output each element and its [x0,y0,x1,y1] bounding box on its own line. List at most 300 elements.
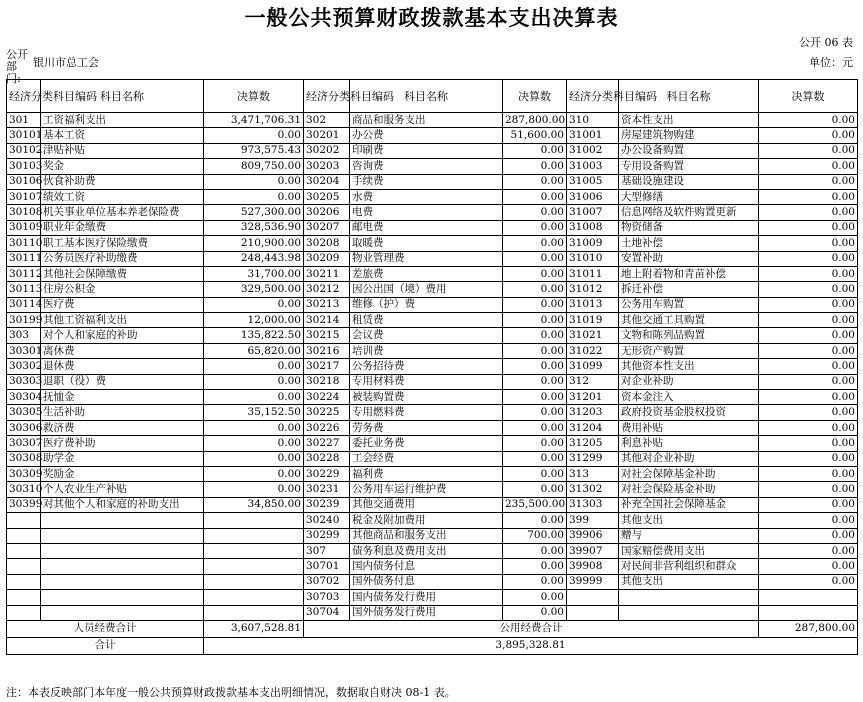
cell-amount: 210,900.00 [204,236,304,251]
cell-code: 303 [7,328,41,343]
cell-code: 30203 [304,159,350,174]
cell-amount: 0.00 [204,297,304,312]
cell-code: 31204 [567,420,619,435]
cell-name: 津贴补贴 [41,143,204,158]
cell-name: 对社会保险基金补助 [619,482,759,497]
cell-name: 住房公积金 [41,282,204,297]
cell-name: 土地补偿 [619,236,759,251]
cell-code: 30103 [7,159,41,174]
cell-code: 31299 [567,451,619,466]
header-amount: 决算数 [503,80,567,113]
cell-amount [759,605,858,620]
cell-name: 资本金注入 [619,390,759,405]
cell-amount [204,513,304,528]
cell-amount: 0.00 [503,574,567,589]
cell-amount [204,605,304,620]
cell-name: 对个人和家庭的补助 [41,328,204,343]
cell-name: 邮电费 [350,220,503,235]
cell-code [7,543,41,558]
cell-code: 31021 [567,328,619,343]
cell-amount: 329,500.00 [204,282,304,297]
cell-amount: 0.00 [503,605,567,620]
cell-amount: 0.00 [759,543,858,558]
cell-amount: 0.00 [759,159,858,174]
table-row [7,574,858,589]
cell-amount: 34,850.00 [204,497,304,512]
table-row [7,590,858,605]
table-row [7,189,858,204]
cell-code: 30214 [304,313,350,328]
cell-code: 30225 [304,405,350,420]
cell-amount: 0.00 [503,513,567,528]
personnel-total-label: 人员经费合计 [7,620,204,637]
cell-amount: 248,443.98 [204,251,304,266]
table-row [7,343,858,358]
cell-code: 30228 [304,451,350,466]
cell-name: 奖励金 [41,466,204,481]
cell-amount: 0.00 [759,574,858,589]
cell-amount: 0.00 [503,297,567,312]
cell-amount: 0.00 [759,143,858,158]
cell-name: 税金及附加费用 [350,513,503,528]
cell-amount: 0.00 [503,143,567,158]
cell-amount: 0.00 [204,420,304,435]
cell-amount: 0.00 [503,590,567,605]
cell-code: 30110 [7,236,41,251]
cell-code: 30213 [304,297,350,312]
cell-amount: 0.00 [503,174,567,189]
cell-name: 奖金 [41,159,204,174]
cell-name: 对社会保障基金补助 [619,466,759,481]
cell-amount: 0.00 [204,436,304,451]
cell-code [7,528,41,543]
cell-code [567,590,619,605]
cell-name: 差旅费 [350,266,503,281]
cell-amount: 0.00 [759,466,858,481]
cell-amount: 12,000.00 [204,313,304,328]
cell-code [7,590,41,605]
cell-code: 310 [567,113,619,128]
cell-code: 30215 [304,328,350,343]
cell-amount: 0.00 [759,313,858,328]
cell-code: 313 [567,466,619,481]
cell-code: 30112 [7,266,41,281]
cell-name [619,590,759,605]
form-reference: 公开 06 表 [799,36,853,49]
cell-name: 专用燃料费 [350,405,503,420]
cell-amount: 0.00 [503,559,567,574]
cell-amount: 0.00 [759,113,858,128]
cell-code: 30199 [7,313,41,328]
cell-name: 其他交通费用 [350,497,503,512]
cell-amount [204,528,304,543]
table-row [7,466,858,481]
cell-name: 办公费 [350,128,503,143]
cell-code: 31001 [567,128,619,143]
cell-code: 30102 [7,143,41,158]
cell-name: 对其他个人和家庭的补助支出 [41,497,204,512]
cell-code [7,559,41,574]
cell-name: 对民间非营利组织和群众 [619,559,759,574]
cell-code: 31006 [567,189,619,204]
cell-code: 30211 [304,266,350,281]
cell-name: 对企业补助 [619,374,759,389]
cell-amount: 51,600.00 [503,128,567,143]
public-total-label: 公用经费合计 [304,620,759,637]
cell-name: 职工基本医疗保险缴费 [41,236,204,251]
cell-code: 399 [567,513,619,528]
cell-code: 31302 [567,482,619,497]
cell-amount [204,574,304,589]
cell-name: 退休费 [41,359,204,374]
cell-name: 无形资产购置 [619,343,759,358]
header-name: 科目名称 [350,80,503,113]
cell-name: 工会经费 [350,451,503,466]
cell-name: 其他资本性支出 [619,359,759,374]
cell-name: 资本性支出 [619,113,759,128]
cell-name: 大型修缮 [619,189,759,204]
table-row [7,313,858,328]
cell-code: 30101 [7,128,41,143]
cell-amount: 0.00 [759,328,858,343]
cell-amount: 0.00 [503,189,567,204]
cell-code: 30302 [7,359,41,374]
cell-code: 30224 [304,390,350,405]
cell-code: 30310 [7,482,41,497]
cell-amount: 973,575.43 [204,143,304,158]
cell-amount: 328,536.90 [204,220,304,235]
cell-amount: 0.00 [759,359,858,374]
cell-name: 其他商品和服务支出 [350,528,503,543]
cell-amount: 0.00 [503,220,567,235]
cell-amount: 0.00 [503,543,567,558]
table-row [7,328,858,343]
cell-amount: 0.00 [503,436,567,451]
cell-code: 30701 [304,559,350,574]
cell-amount: 0.00 [759,266,858,281]
department-label: 公开部门: [6,48,28,85]
cell-name: 个人农业生产补贴 [41,482,204,497]
cell-name: 手续费 [350,174,503,189]
cell-code: 30231 [304,482,350,497]
cell-amount: 235,500.00 [503,497,567,512]
cell-amount: 0.00 [503,359,567,374]
cell-amount: 65,820.00 [204,343,304,358]
cell-code: 31303 [567,497,619,512]
cell-amount: 0.00 [759,451,858,466]
cell-name: 其他社会保障缴费 [41,266,204,281]
cell-amount: 0.00 [759,374,858,389]
cell-name: 咨询费 [350,159,503,174]
cell-amount: 31,700.00 [204,266,304,281]
cell-code: 30217 [304,359,350,374]
cell-amount: 0.00 [759,497,858,512]
cell-name: 租赁费 [350,313,503,328]
table-row [7,205,858,220]
cell-code: 30306 [7,420,41,435]
cell-name [41,574,204,589]
cell-name: 政府投资基金股权投资 [619,405,759,420]
cell-code: 31008 [567,220,619,235]
cell-code: 30308 [7,451,41,466]
cell-name: 国外债务发行费用 [350,605,503,620]
cell-amount: 0.00 [759,513,858,528]
cell-code: 30239 [304,497,350,512]
cell-name: 地上附着物和青苗补偿 [619,266,759,281]
cell-code: 31002 [567,143,619,158]
table-row [7,251,858,266]
cell-name: 专用材料费 [350,374,503,389]
table-row [7,482,858,497]
cell-code: 30106 [7,174,41,189]
cell-code: 312 [567,374,619,389]
cell-name: 助学金 [41,451,204,466]
cell-name [619,605,759,620]
cell-name: 商品和服务支出 [350,113,503,128]
cell-code: 31005 [567,174,619,189]
cell-amount: 0.00 [503,420,567,435]
cell-amount: 135,822.50 [204,328,304,343]
cell-name: 物资储备 [619,220,759,235]
cell-code: 30299 [304,528,350,543]
cell-name: 信息网络及软件购置更新 [619,205,759,220]
cell-name: 医疗费补助 [41,436,204,451]
cell-code: 30303 [7,374,41,389]
cell-code [7,605,41,620]
table-row [7,451,858,466]
cell-name: 补充全国社会保障基金 [619,497,759,512]
cell-code: 30202 [304,143,350,158]
cell-code: 30309 [7,466,41,481]
cell-amount: 0.00 [204,390,304,405]
cell-name: 其他对企业补助 [619,451,759,466]
cell-name: 机关事业单位基本养老保险费 [41,205,204,220]
cell-code: 30227 [304,436,350,451]
cell-name: 救济费 [41,420,204,435]
cell-name: 公务招待费 [350,359,503,374]
cell-code: 30240 [304,513,350,528]
personnel-total-value: 3,607,528.81 [204,620,304,637]
cell-amount: 0.00 [204,466,304,481]
cell-amount: 0.00 [503,466,567,481]
cell-name [41,513,204,528]
cell-code: 30206 [304,205,350,220]
table-row [7,266,858,281]
header-code: 经济分类科目编码 [567,80,619,113]
cell-amount: 0.00 [759,189,858,204]
table-row [7,159,858,174]
cell-code: 30307 [7,436,41,451]
cell-code: 39907 [567,543,619,558]
cell-code: 30301 [7,343,41,358]
cell-amount: 0.00 [503,405,567,420]
cell-code: 30113 [7,282,41,297]
cell-code: 30216 [304,343,350,358]
cell-amount: 700.00 [503,528,567,543]
cell-amount: 0.00 [204,189,304,204]
cell-name: 福利费 [350,466,503,481]
cell-amount [204,590,304,605]
cell-name [41,590,204,605]
cell-amount: 0.00 [503,236,567,251]
cell-amount: 0.00 [759,174,858,189]
cell-name: 其他支出 [619,513,759,528]
cell-code: 39999 [567,574,619,589]
cell-name: 电费 [350,205,503,220]
cell-code: 39908 [567,559,619,574]
cell-amount [204,543,304,558]
unit-label: 单位：元 [809,56,853,69]
cell-amount: 0.00 [759,282,858,297]
cell-amount: 0.00 [759,251,858,266]
cell-name: 文物和陈列品购置 [619,328,759,343]
cell-amount: 0.00 [503,451,567,466]
header-name: 科目名称 [619,80,759,113]
public-total-value: 287,800.00 [759,620,858,637]
cell-amount: 0.00 [503,482,567,497]
cell-name: 离休费 [41,343,204,358]
cell-code: 30704 [304,605,350,620]
cell-code: 30208 [304,236,350,251]
cell-code: 30702 [304,574,350,589]
cell-code: 31003 [567,159,619,174]
cell-name: 取暖费 [350,236,503,251]
cell-amount: 0.00 [503,313,567,328]
table-row [7,143,858,158]
page-title: 一般公共预算财政拨款基本支出决算表 [244,5,619,30]
cell-code: 31022 [567,343,619,358]
cell-amount: 0.00 [204,174,304,189]
cell-name: 会议费 [350,328,503,343]
cell-amount: 527,300.00 [204,205,304,220]
cell-name: 被装购置费 [350,390,503,405]
table-row [7,543,858,558]
cell-amount: 0.00 [204,128,304,143]
cell-name: 印刷费 [350,143,503,158]
cell-name: 利息补贴 [619,436,759,451]
cell-code: 30111 [7,251,41,266]
cell-amount: 287,800.00 [503,113,567,128]
cell-name: 基础设施建设 [619,174,759,189]
cell-code: 31205 [567,436,619,451]
cell-amount: 0.00 [759,343,858,358]
cell-name: 公务用车运行维护费 [350,482,503,497]
cell-code: 30399 [7,497,41,512]
cell-amount: 0.00 [204,374,304,389]
table-row [7,359,858,374]
cell-code: 30229 [304,466,350,481]
cell-code: 31010 [567,251,619,266]
cell-code: 30108 [7,205,41,220]
cell-name [41,559,204,574]
cell-name: 安置补助 [619,251,759,266]
cell-amount: 0.00 [759,220,858,235]
cell-code: 30304 [7,390,41,405]
cell-code: 30218 [304,374,350,389]
cell-code: 31201 [567,390,619,405]
cell-name: 医疗费 [41,297,204,312]
cell-amount [759,590,858,605]
cell-name: 绩效工资 [41,189,204,204]
cell-amount: 0.00 [503,205,567,220]
table-row [7,390,858,405]
cell-amount [204,559,304,574]
cell-code: 31007 [567,205,619,220]
cell-code: 30204 [304,174,350,189]
header-amount: 决算数 [759,80,858,113]
cell-amount: 0.00 [759,436,858,451]
cell-amount: 0.00 [503,159,567,174]
cell-code: 31012 [567,282,619,297]
cell-code: 30109 [7,220,41,235]
cell-name: 工资福利支出 [41,113,204,128]
cell-amount: 0.00 [204,451,304,466]
cell-code: 31019 [567,313,619,328]
table-row [7,374,858,389]
cell-name: 赠与 [619,528,759,543]
cell-amount: 0.00 [759,205,858,220]
cell-code: 307 [304,543,350,558]
cell-name: 费用补贴 [619,420,759,435]
grand-total-row [7,637,858,654]
expenditure-table [6,79,858,655]
table-row [7,174,858,189]
cell-code: 302 [304,113,350,128]
cell-amount: 0.00 [503,343,567,358]
cell-name: 生活补助 [41,405,204,420]
cell-amount: 0.00 [759,236,858,251]
table-row [7,497,858,512]
cell-amount: 0.00 [503,282,567,297]
cell-code: 30703 [304,590,350,605]
cell-name: 国外债务付息 [350,574,503,589]
header-amount: 决算数 [204,80,304,113]
cell-name: 其他交通工具购置 [619,313,759,328]
cell-amount: 0.00 [759,297,858,312]
cell-name [41,543,204,558]
table-row [7,128,858,143]
cell-name: 维修（护）费 [350,297,503,312]
cell-amount: 0.00 [759,420,858,435]
cell-code: 30209 [304,251,350,266]
cell-code: 30212 [304,282,350,297]
cell-name: 公务用车购置 [619,297,759,312]
cell-name: 拆迁补偿 [619,282,759,297]
header-code: 经济分类科目编码 [7,80,41,113]
cell-amount: 0.00 [759,405,858,420]
cell-code: 30305 [7,405,41,420]
cell-amount: 0.00 [204,359,304,374]
cell-name: 物业管理费 [350,251,503,266]
cell-amount: 0.00 [503,374,567,389]
table-row [7,436,858,451]
cell-name: 国内债务发行费用 [350,590,503,605]
cell-name: 职业年金缴费 [41,220,204,235]
cell-name: 基本工资 [41,128,204,143]
cell-amount: 0.00 [759,482,858,497]
cell-code: 30207 [304,220,350,235]
table-row [7,405,858,420]
cell-amount: 0.00 [204,482,304,497]
footnote: 注：本表反映部门本年度一般公共预算财政拨款基本支出明细情况，数据取自财决 08-1 表。 [6,686,456,699]
table-row [7,236,858,251]
cell-code: 30201 [304,128,350,143]
cell-amount: 809,750.00 [204,159,304,174]
cell-amount: 0.00 [759,128,858,143]
cell-name [41,605,204,620]
header-name: 科目名称 [41,80,204,113]
table-row [7,113,858,128]
